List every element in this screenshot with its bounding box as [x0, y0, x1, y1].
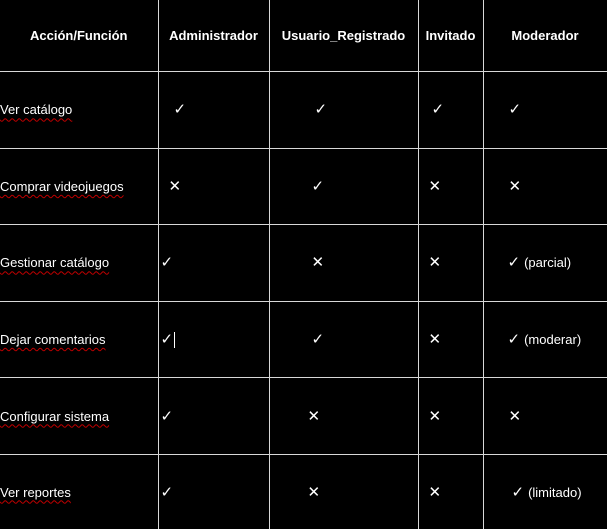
permission-note: (parcial) — [524, 255, 572, 271]
check-icon: ✓ — [507, 254, 521, 272]
check-icon: ✓ — [511, 483, 525, 501]
permission-cell[interactable] — [158, 72, 269, 149]
permission-cell[interactable] — [269, 378, 418, 455]
header-moderador[interactable] — [483, 0, 607, 72]
header-invitado-label: Invitado — [425, 28, 476, 43]
table-row — [0, 455, 607, 529]
permission-cell[interactable] — [269, 148, 418, 225]
cross-icon: ✕ — [307, 407, 321, 425]
cross-icon: ✕ — [311, 254, 325, 272]
cross-icon: ✕ — [307, 483, 321, 501]
action-cell[interactable] — [0, 378, 158, 455]
cross-icon: ✕ — [428, 483, 442, 501]
header-moderador-label: Moderador — [511, 28, 579, 43]
check-icon: ✓ — [160, 331, 174, 349]
permission-cell[interactable] — [483, 301, 607, 378]
action-label: Comprar videojuegos — [0, 178, 124, 194]
permission-cell[interactable] — [269, 72, 418, 149]
check-icon: ✓ — [160, 407, 174, 425]
cross-icon: ✕ — [428, 254, 442, 272]
permission-cell[interactable] — [158, 148, 269, 225]
permission-cell[interactable] — [483, 378, 607, 455]
header-invitado[interactable] — [418, 0, 483, 72]
header-usuario-registrado-label: Usuario_Registrado — [281, 28, 406, 43]
permission-cell[interactable] — [418, 301, 483, 378]
cross-icon: ✕ — [508, 177, 522, 195]
table-row — [0, 72, 607, 149]
permission-cell[interactable] — [418, 72, 483, 149]
action-cell[interactable] — [0, 148, 158, 225]
check-icon: ✓ — [314, 101, 328, 119]
permission-cell[interactable] — [158, 301, 269, 378]
permission-cell[interactable] — [418, 148, 483, 225]
check-icon: ✓ — [160, 254, 174, 272]
permission-cell[interactable] — [158, 455, 269, 529]
permission-cell[interactable] — [483, 225, 607, 302]
header-action-label: Acción/Función — [30, 28, 128, 43]
permission-note: (moderar) — [524, 332, 582, 348]
table-row — [0, 225, 607, 302]
header-usuario-registrado[interactable] — [269, 0, 418, 72]
cross-icon: ✕ — [428, 177, 442, 195]
permission-cell[interactable] — [269, 225, 418, 302]
action-label: Configurar sistema — [0, 408, 110, 424]
permission-cell[interactable] — [483, 72, 607, 149]
check-icon: ✓ — [311, 331, 325, 349]
action-label: Ver catálogo — [0, 102, 73, 118]
table-row — [0, 378, 607, 455]
check-icon: ✓ — [311, 177, 325, 195]
permission-cell[interactable] — [418, 225, 483, 302]
header-action[interactable] — [0, 0, 158, 72]
cross-icon: ✕ — [168, 177, 182, 195]
permission-cell[interactable] — [158, 225, 269, 302]
permission-cell[interactable] — [418, 455, 483, 529]
cross-icon: ✕ — [508, 407, 522, 425]
cross-icon: ✕ — [428, 407, 442, 425]
table-row — [0, 301, 607, 378]
header-row — [0, 0, 607, 72]
permission-cell[interactable] — [158, 378, 269, 455]
permission-cell[interactable] — [418, 378, 483, 455]
check-icon: ✓ — [431, 101, 445, 119]
permission-cell[interactable] — [483, 148, 607, 225]
text-cursor — [174, 332, 175, 348]
check-icon: ✓ — [507, 331, 521, 349]
header-administrador[interactable] — [158, 0, 269, 72]
permission-note: (limitado) — [528, 484, 582, 500]
permission-cell[interactable] — [269, 301, 418, 378]
permission-cell[interactable] — [269, 455, 418, 529]
action-label: Dejar comentarios — [0, 332, 106, 348]
action-label: Ver reportes — [0, 484, 71, 500]
cross-icon: ✕ — [428, 331, 442, 349]
action-label: Gestionar catálogo — [0, 255, 110, 271]
action-cell[interactable] — [0, 455, 158, 529]
header-administrador-label: Administrador — [169, 28, 258, 43]
action-cell[interactable] — [0, 301, 158, 378]
action-cell[interactable] — [0, 72, 158, 149]
check-icon: ✓ — [173, 101, 187, 119]
check-icon: ✓ — [160, 483, 174, 501]
table-row — [0, 148, 607, 225]
permission-cell[interactable] — [483, 455, 607, 529]
action-cell[interactable] — [0, 225, 158, 302]
check-icon: ✓ — [508, 101, 522, 119]
